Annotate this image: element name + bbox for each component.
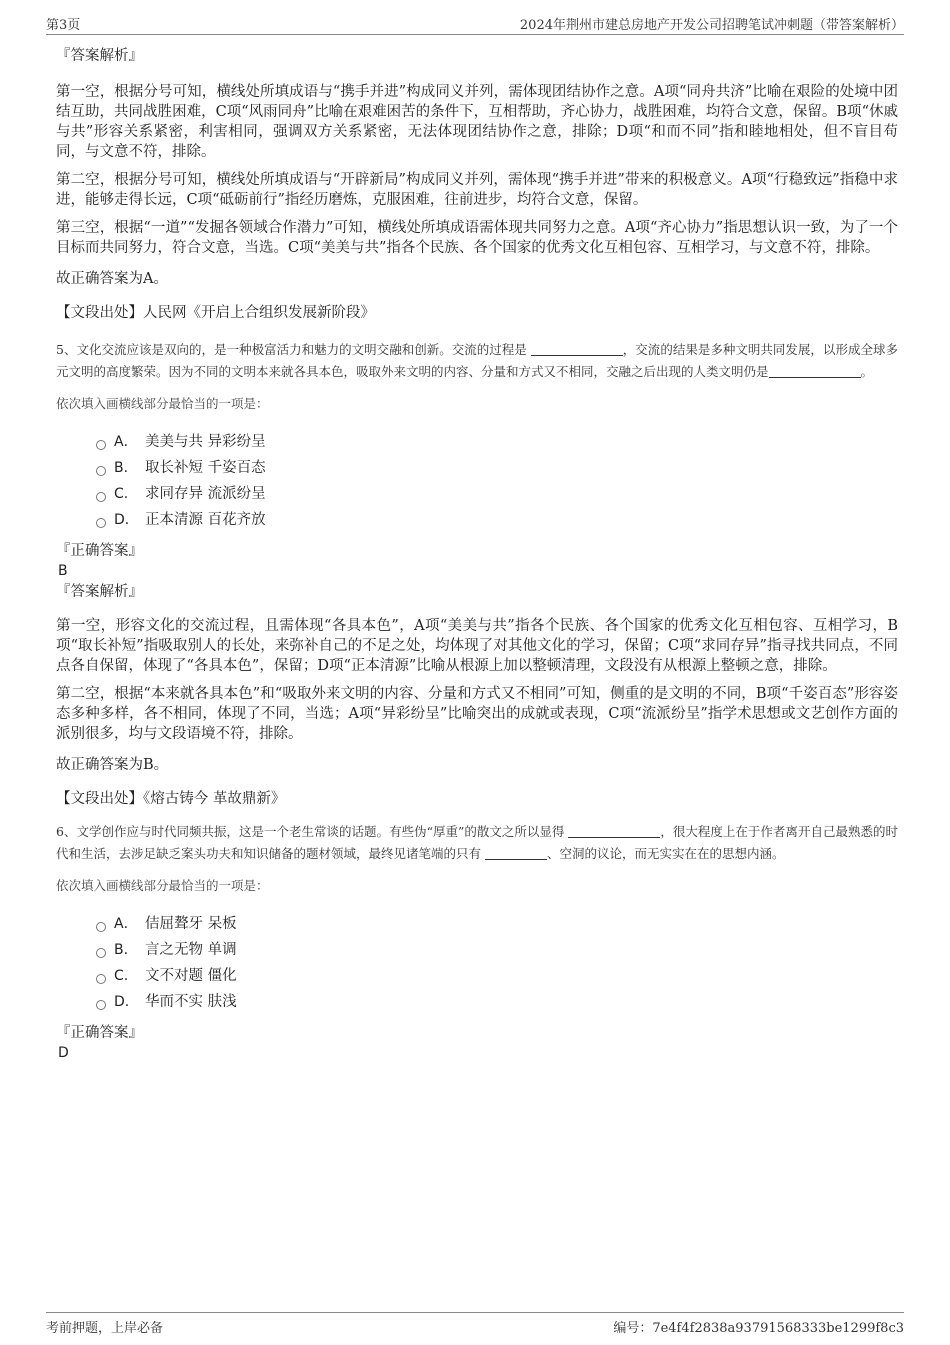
q4-source: 【文段出处】人民网《开启上合组织发展新阶段》 bbox=[56, 305, 375, 321]
page-footer bbox=[46, 1312, 904, 1338]
footer-slogan: 考前押题，上岸必备 bbox=[46, 1321, 164, 1336]
q5-explanation-para-1: 第一空，形容文化的交流过程，且需体现“各具本色”，A项“美美与共”指各个民族、各个国家的优秀文化互相包容、互相学习，B项“取长补短”指吸取别人的长处，来弥补自己的不足之处，均体现了对其他文化的学习，保留；C项“求同存异”指寻找共同点，不同点各自保留，体现了“各具本色”，保留；D项“正本清源”比喻从根源上加以整顿清理，文段没有从根源上整顿之意，排除。 bbox=[56, 618, 898, 674]
q4-explanation-label: 『答案解析』 bbox=[56, 48, 143, 64]
option-letter: C. bbox=[114, 486, 129, 502]
option-text: 美美与共 异彩纷呈 bbox=[145, 434, 266, 450]
option-text: 佶屈聱牙 呆板 bbox=[145, 916, 237, 932]
q5-text-part: ，交流的结果是多种文明共同发展，以形成全球多元文明的高度繁荣。因为不同的文明本来就各具本色，吸取外来文明的内容、分量和方式又不相同，交融之后出现的人类文明仍是 bbox=[56, 342, 898, 379]
option-b[interactable] bbox=[56, 455, 898, 481]
radio-icon[interactable] bbox=[96, 518, 106, 528]
q6-text-part: 、空洞的议论，而无实实在在的思想内涵。 bbox=[547, 846, 785, 861]
question-5-options bbox=[56, 429, 898, 533]
q6-text-part: 6、文学创作应与时代同频共振，这是一个老生常谈的话题。有些伪“厚重”的散文之所以显得 bbox=[56, 824, 565, 839]
answer-blank bbox=[568, 823, 660, 838]
radio-icon[interactable] bbox=[96, 466, 106, 476]
q4-explanation-para-1: 第一空，根据分号可知，横线处所填成语与“携手并进”构成同义并列，需体现团结协作之意。A项“同舟共济”比喻在艰险的处境中团结互助，共同战胜困难，C项“风雨同舟”比喻在艰难困苦的条件下，互相帮助，齐心协力，战胜困难，均符合文意，保留。B项“休戚与共”形容关系紧密，利害相同，强调双方关系紧密，无法体现团结协作之意，排除；D项“和而不同”指和睦地相处，但不盲目苟同，与文意不符，排除。 bbox=[56, 84, 898, 160]
question-5-text bbox=[56, 339, 898, 383]
option-a[interactable] bbox=[56, 429, 898, 455]
option-c[interactable] bbox=[56, 963, 898, 989]
radio-icon[interactable] bbox=[96, 492, 106, 502]
radio-icon[interactable] bbox=[96, 948, 106, 958]
answer-blank bbox=[485, 845, 547, 860]
q5-text-part: 。 bbox=[860, 364, 874, 379]
option-text: 正本清源 百花齐放 bbox=[145, 512, 266, 528]
option-letter: C. bbox=[114, 968, 129, 984]
option-d[interactable] bbox=[56, 507, 898, 533]
q5-text-part: 5、文化交流应该是双向的，是一种极富活力和魅力的文明交融和创新。交流的过程是 bbox=[56, 342, 527, 357]
q4-explanation-para-3: 第三空，根据“一道”“发掘各领域合作潜力”可知，横线处所填成语需体现共同努力之意。A项“齐心协力”指思想认识一致，为了一个目标而共同努力，符合文意，当选。C项“美美与共”指各个民族、各个国家的优秀文化互相包容、互相学习，与文意不符，排除。 bbox=[56, 220, 898, 256]
radio-icon[interactable] bbox=[96, 974, 106, 984]
q5-source: 【文段出处】《熔古铸今 革故鼎新》 bbox=[56, 791, 286, 807]
q6-answer-label: 『正确答案』 bbox=[56, 1025, 143, 1041]
option-letter: D. bbox=[114, 994, 130, 1010]
radio-icon[interactable] bbox=[96, 922, 106, 932]
option-c[interactable] bbox=[56, 481, 898, 507]
q6-answer: D bbox=[58, 1045, 69, 1061]
q6-text-part: ，很大程度上在于作者离开自己最熟悉的时代和生活，去涉足缺乏案头功夫和知识储备的题材领域，最终见诸笔端的只有 bbox=[56, 824, 898, 861]
option-letter: D. bbox=[114, 512, 130, 528]
option-letter: A． bbox=[114, 916, 138, 932]
q4-conclusion: 故正确答案为A。 bbox=[56, 271, 168, 287]
page-number: 第3页 bbox=[46, 18, 81, 33]
option-d[interactable] bbox=[56, 989, 898, 1015]
option-letter: A． bbox=[114, 434, 138, 450]
option-b[interactable] bbox=[56, 937, 898, 963]
option-text: 求同存异 流派纷呈 bbox=[145, 486, 266, 502]
q5-answer: B bbox=[58, 563, 68, 579]
q5-explanation-label: 『答案解析』 bbox=[56, 584, 143, 600]
option-letter: B. bbox=[114, 942, 129, 958]
question-5-prompt: 依次填入画横线部分最恰当的一项是： bbox=[56, 396, 269, 411]
document-title: 2024年荆州市建总房地产开发公司招聘笔试冲刺题（带答案解析） bbox=[519, 18, 904, 33]
q5-conclusion: 故正确答案为B。 bbox=[56, 757, 169, 773]
q5-answer-label: 『正确答案』 bbox=[56, 543, 143, 559]
radio-icon[interactable] bbox=[96, 1000, 106, 1010]
option-text: 文不对题 僵化 bbox=[145, 968, 237, 984]
q5-explanation-para-2: 第二空，根据“本来就各具本色”和“吸取外来文明的内容、分量和方式又不相同”可知，侧重的是文明的不同，B项“千姿百态”形容姿态多种多样，各不相同，体现了不同，当选；A项“异彩纷呈”比喻突出的成就或表现，C项“流派纷呈”指学术思想或文艺创作方面的派别很多，均与文段语境不符，排除。 bbox=[56, 686, 898, 742]
option-letter: B. bbox=[114, 460, 129, 476]
option-a[interactable] bbox=[56, 911, 898, 937]
question-6-options bbox=[56, 911, 898, 1015]
question-6-prompt: 依次填入画横线部分最恰当的一项是： bbox=[56, 878, 269, 893]
option-text: 言之无物 单调 bbox=[145, 942, 237, 958]
option-text: 取长补短 千姿百态 bbox=[145, 460, 266, 476]
question-6-text bbox=[56, 821, 898, 865]
page-header bbox=[46, 14, 904, 35]
answer-blank bbox=[769, 363, 861, 378]
q4-explanation-para-2: 第二空，根据分号可知，横线处所填成语与“开辟新局”构成同义并列，需体现“携手并进”带来的积极意义。A项“行稳致远”指稳中求进，能够走得长远，C项“砥砺前行”指经历磨炼，克服困难，往前进步，均符合文意，保留。 bbox=[56, 172, 898, 208]
option-text: 华而不实 肤浅 bbox=[145, 994, 237, 1010]
page-content bbox=[56, 44, 898, 1062]
answer-blank bbox=[531, 341, 623, 356]
document-id: 编号：7e4f4f2838a93791568333be1299f8c3 bbox=[613, 1321, 904, 1336]
radio-icon[interactable] bbox=[96, 440, 106, 450]
